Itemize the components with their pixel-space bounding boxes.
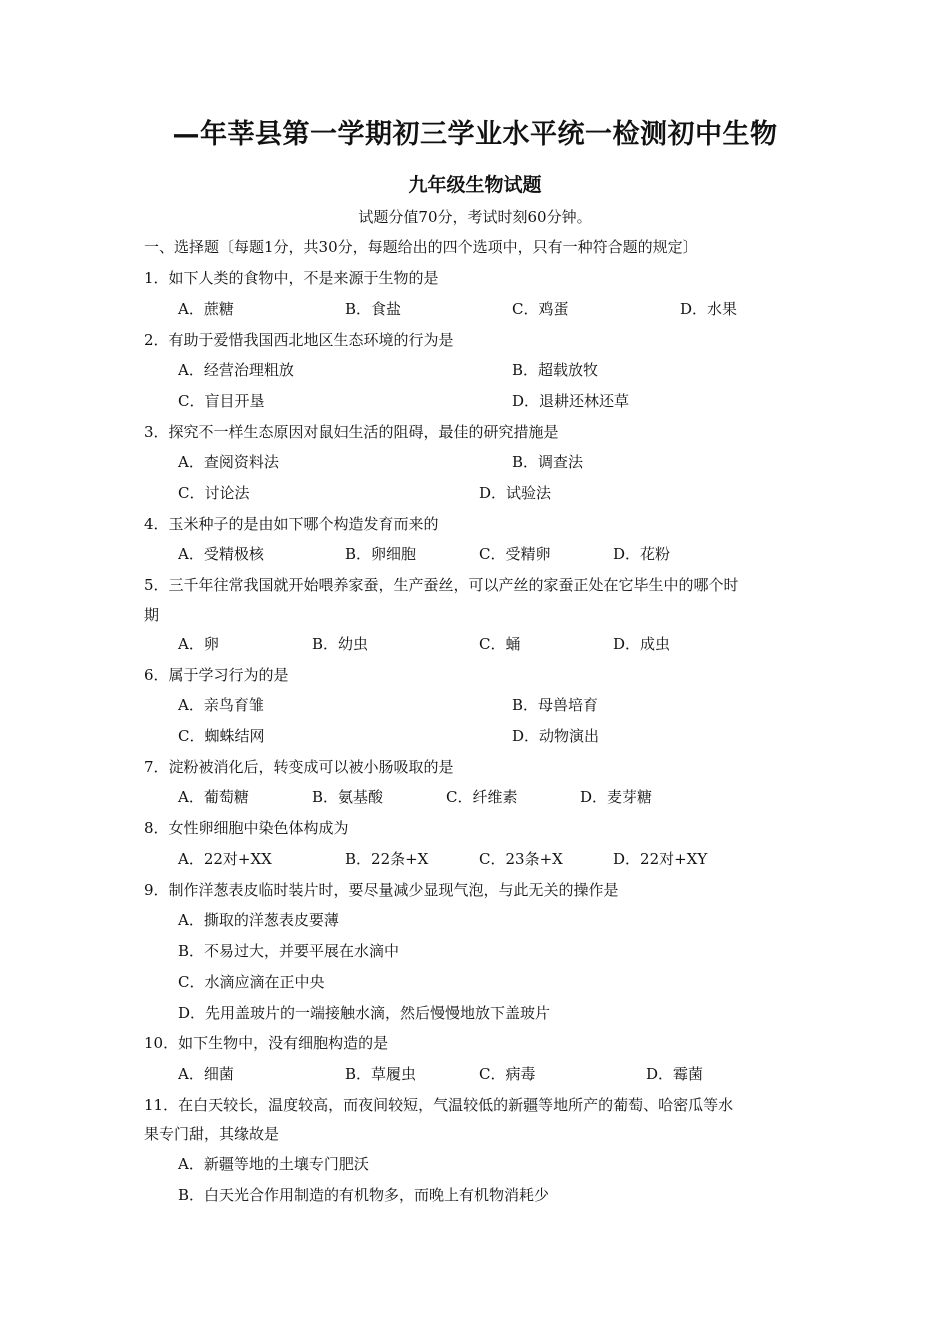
question-stem: 7．淀粉被消化后，转变成可以被小肠吸取的是 [144,758,454,776]
exam-note: 试题分值70分，考试时刻60分钟。 [358,208,592,226]
option-d: D．成虫 [613,635,671,653]
option-a: A．撕取的洋葱表皮要薄 [178,911,339,929]
option-c: C．病毒 [479,1065,536,1083]
option-d: D．试验法 [479,484,552,502]
option-d: D．先用盖玻片的一端接触水滴，然后慢慢地放下盖玻片 [178,1004,551,1022]
option-b: B．22条+X [345,850,429,868]
option-a: A．22对+XX [178,850,272,868]
option-c: C．盲目开垦 [178,392,265,410]
option-b: B．不易过大，并要平展在水滴中 [178,942,400,960]
option-a: A．新疆等地的土壤专门肥沃 [178,1155,369,1173]
option-b: B．白天光合作用制造的有机物多，而晚上有机物消耗少 [178,1186,550,1204]
option-d: D．麦芽糖 [580,788,653,806]
option-c: C．水滴应滴在正中央 [178,973,325,991]
question-stem-continued: 果专门甜，其缘故是 [144,1125,280,1143]
option-c: C．蛹 [479,635,521,653]
option-d: D．花粉 [613,545,671,563]
question-stem: 2．有助于爱惜我国西北地区生态环境的行为是 [144,331,454,349]
option-b: B．调查法 [512,453,584,471]
question-stem: 5．三千年往常我国就开始喂养家蚕，生产蚕丝，可以产丝的家蚕正处在它毕生中的哪个时 [144,576,739,594]
section-heading: 一、选择题〔每题1分，共30分，每题给出的四个选项中，只有一种符合题的规定〕 [144,238,698,256]
option-a: A．细菌 [178,1065,234,1083]
option-d: D．退耕还林还草 [512,392,630,410]
question-stem: 10．如下生物中，没有细胞构造的是 [144,1034,389,1052]
option-a: A．葡萄糖 [178,788,249,806]
option-a: A．卵 [178,635,219,653]
page-subtitle: 九年级生物试题 [408,174,542,196]
option-c: C．受精卵 [479,545,551,563]
question-stem: 1．如下人类的食物中，不是来源于生物的是 [144,269,439,287]
option-b: B．母兽培育 [512,696,599,714]
question-stem: 11．在白天较长，温度较高，而夜间较短，气温较低的新疆等地所产的葡萄、哈密瓜等水 [144,1096,734,1114]
option-c: C．23条+X [479,850,563,868]
option-d: D．22对+XY [613,850,708,868]
option-b: B．草履虫 [345,1065,417,1083]
option-d: D．水果 [680,300,738,318]
option-b: B．幼虫 [312,635,369,653]
option-b: B．氨基酸 [312,788,384,806]
option-d: D．霉菌 [646,1065,704,1083]
question-stem: 8．女性卵细胞中染色体构成为 [144,819,349,837]
option-a: A．受精极核 [178,545,264,563]
option-b: B．卵细胞 [345,545,417,563]
option-c: C．纤维素 [446,788,518,806]
option-a: A．查阅资料法 [178,453,279,471]
option-c: C．蜘蛛结网 [178,727,265,745]
question-stem: 6．属于学习行为的是 [144,666,289,684]
option-d: D．动物演出 [512,727,600,745]
question-stem: 9．制作洋葱表皮临时装片时，要尽量减少显现气泡，与此无关的操作是 [144,881,619,899]
question-stem-continued: 期 [144,606,160,624]
option-c: C．讨论法 [178,484,250,502]
option-a: A．经营治理粗放 [178,361,294,379]
question-stem: 3．探究不一样生态原因对鼠妇生活的阻碍，最佳的研究措施是 [144,423,559,441]
option-c: C．鸡蛋 [512,300,569,318]
question-stem: 4．玉米种子的是由如下哪个构造发育而来的 [144,515,439,533]
option-a: A．亲鸟育雏 [178,696,264,714]
page-title: —年莘县第一学期初三学业水平统一检测初中生物 [172,119,778,150]
option-b: B．超载放牧 [512,361,599,379]
option-b: B．食盐 [345,300,402,318]
option-a: A．蔗糖 [178,300,234,318]
